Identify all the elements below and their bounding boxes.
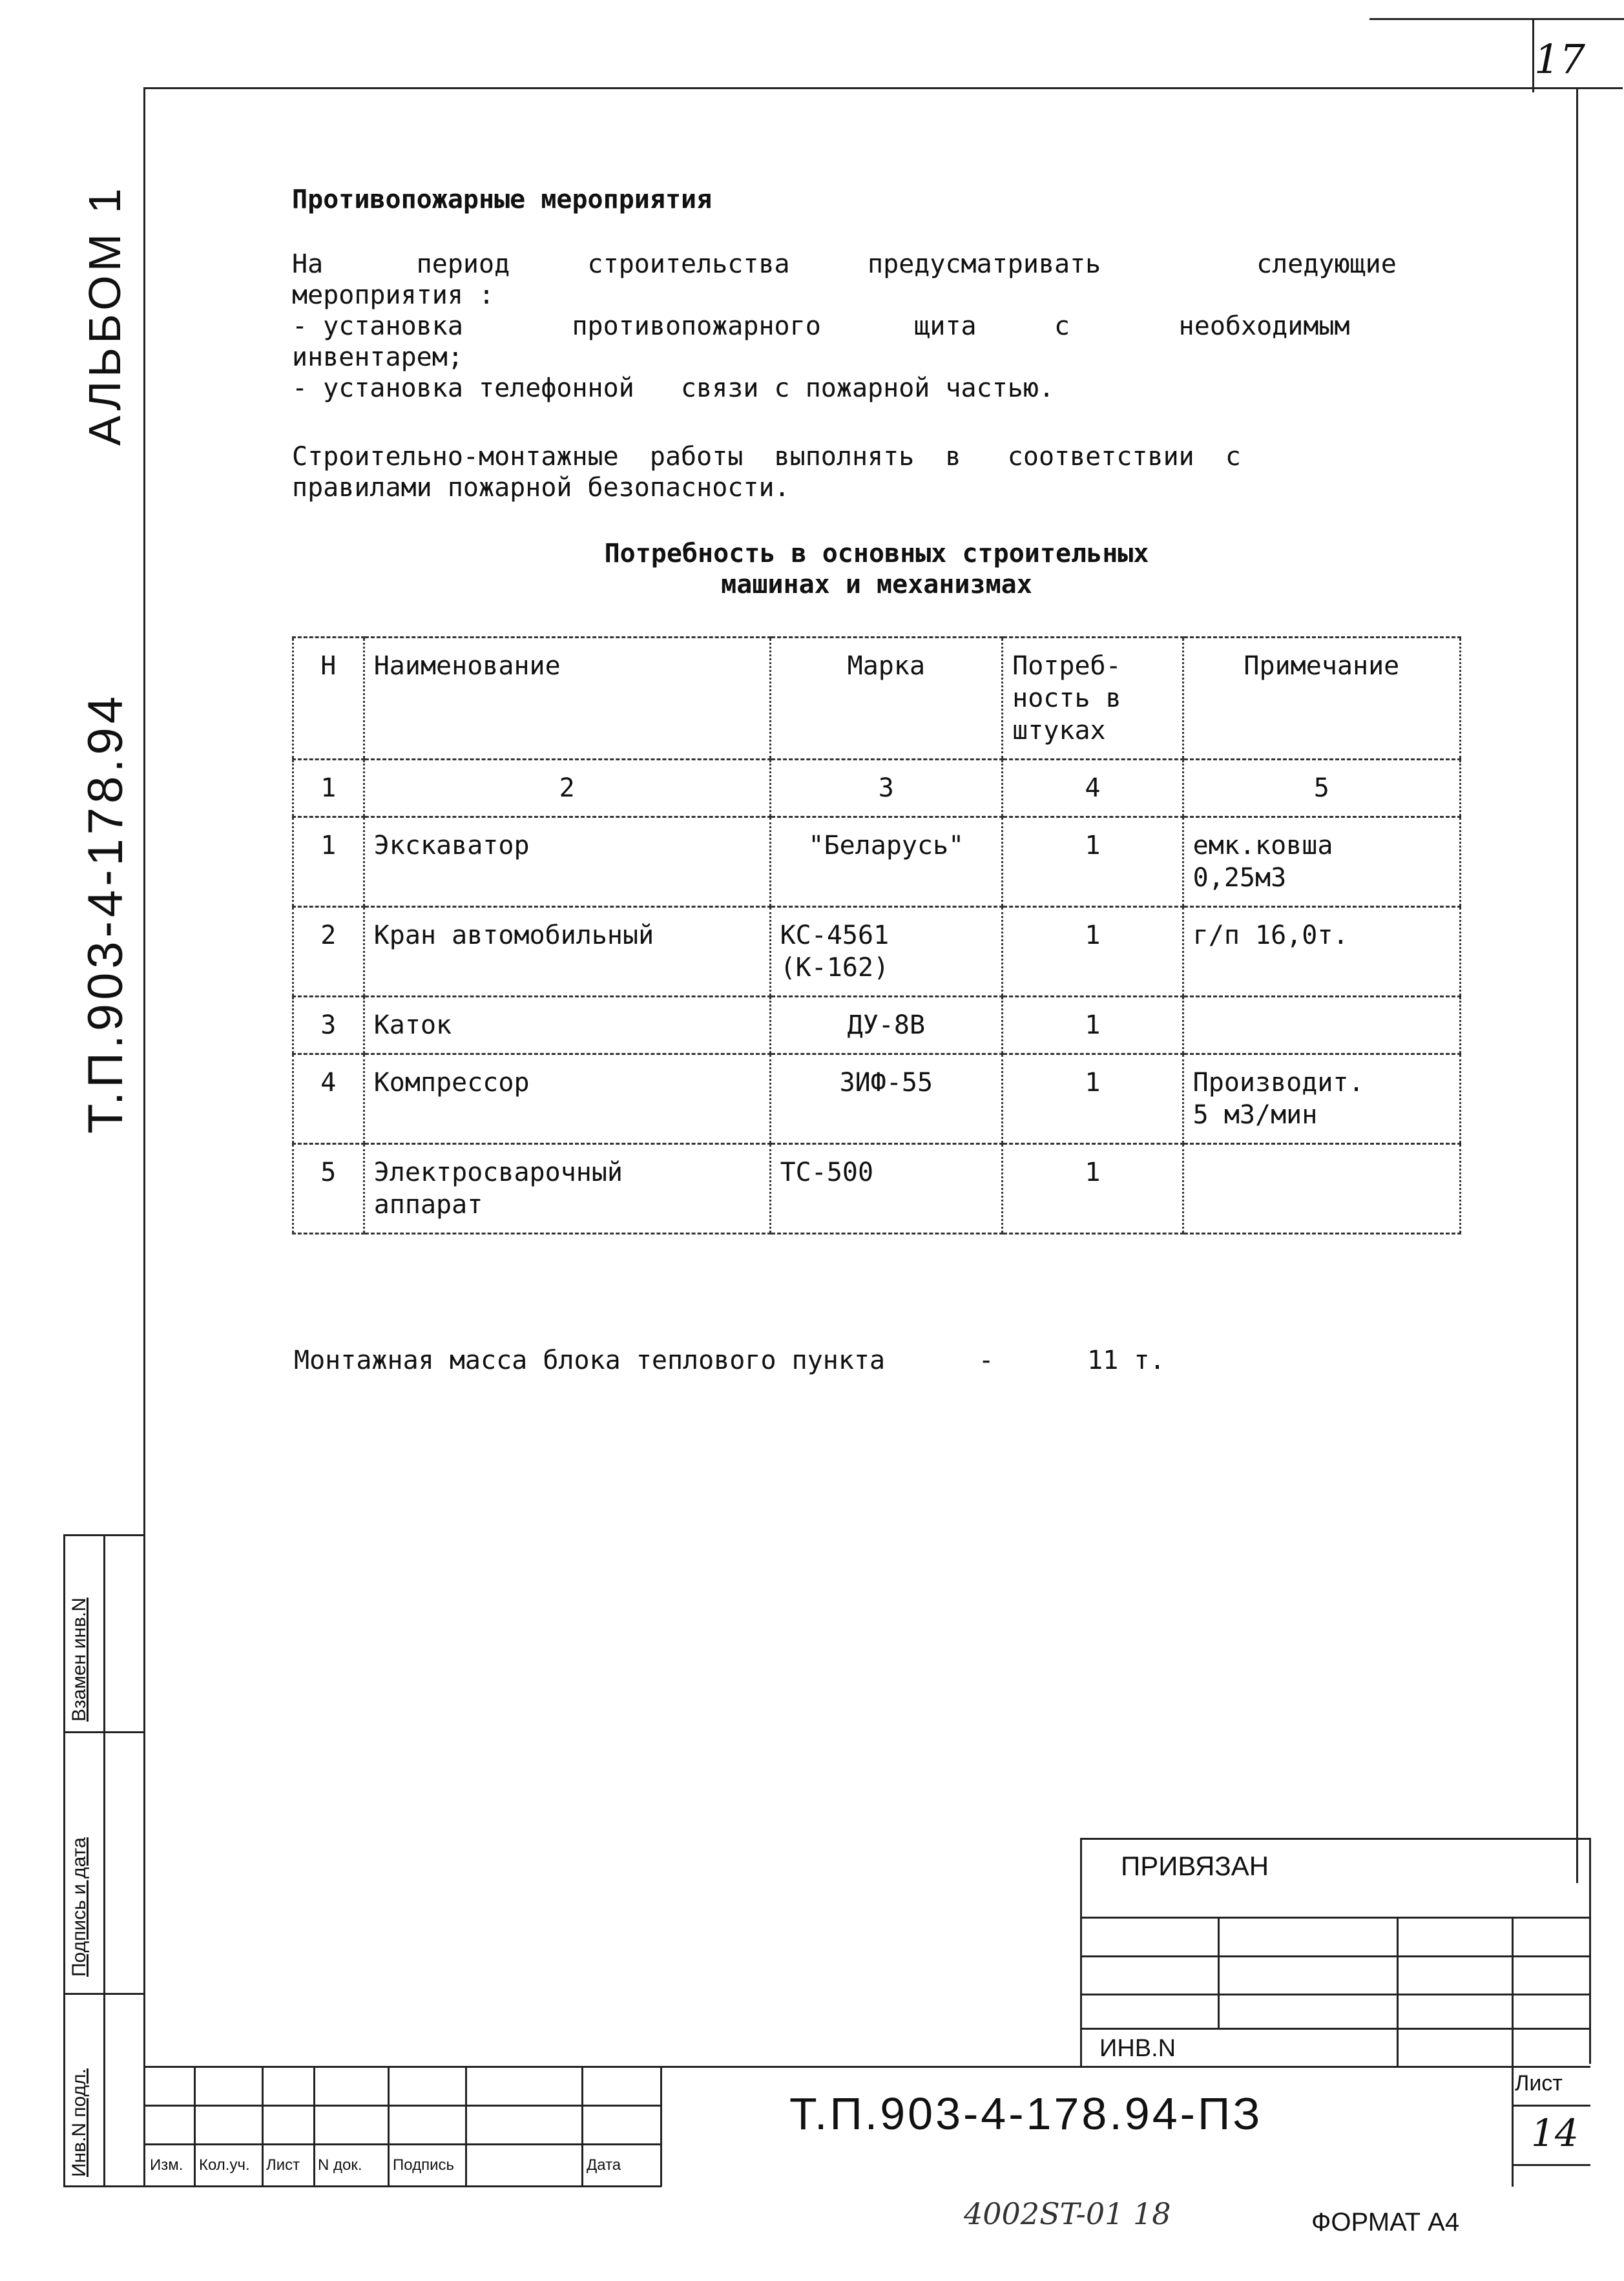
cell-number: 5 xyxy=(293,1144,364,1234)
machinery-table xyxy=(292,636,1461,1234)
para1-line: - установка противопожарного щита с необходимым xyxy=(292,311,1350,341)
cell-number: 3 xyxy=(293,997,364,1054)
para2-line: правилами пожарной безопасности. xyxy=(292,473,790,503)
table-row xyxy=(293,1144,1461,1234)
cell-number: 1 xyxy=(293,817,364,907)
table-row xyxy=(293,817,1461,907)
cell-name: Кран автомобильный xyxy=(364,907,770,997)
para1-line: мероприятия : xyxy=(292,280,495,310)
side-label-vzamen-inv: Взамен инв.N xyxy=(68,1598,90,1722)
album-label: АЛЬБОМ 1 xyxy=(79,184,130,446)
doc-code: Т.П.903-4-178.94-ПЗ xyxy=(789,2088,1263,2139)
table-row xyxy=(293,907,1461,997)
cell-quantity: 1 xyxy=(1003,1054,1183,1144)
cell-name: Компрессор xyxy=(364,1054,770,1144)
header-cell: Примечание xyxy=(1183,638,1460,760)
column-number: 4 xyxy=(1003,760,1183,817)
handwritten-number: 4002ST-01 18 xyxy=(964,2196,1171,2231)
col-data: Дата xyxy=(587,2156,621,2174)
section-title: Противопожарные мероприятия xyxy=(292,185,713,214)
para2-line: Строительно-монтажные работы выполнять в соответствии с xyxy=(292,442,1242,472)
table-title-line: машинах и механизмах xyxy=(721,570,1032,599)
para1-line: - установка телефонной связи с пожарной частью. xyxy=(292,373,1055,403)
cell-quantity: 1 xyxy=(1003,907,1183,997)
cell-name: Электросварочный аппарат xyxy=(364,1144,770,1234)
column-number: 3 xyxy=(770,760,1003,817)
table-row xyxy=(293,997,1461,1054)
column-number: 5 xyxy=(1183,760,1460,817)
inv-n-label: ИНВ.N xyxy=(1099,2035,1176,2062)
sheet-number: 14 xyxy=(1531,2111,1579,2155)
doc-code-vertical: Т.П.903-4-178.94 xyxy=(78,693,133,1134)
cell-name: Каток xyxy=(364,997,770,1054)
cell-brand: КС-4561 (К-162) xyxy=(770,907,1003,997)
cell-note xyxy=(1183,997,1460,1054)
cell-note xyxy=(1183,1144,1460,1234)
cell-number: 4 xyxy=(293,1054,364,1144)
header-cell: Н xyxy=(293,638,364,760)
mounting-mass: Монтажная масса блока теплового пункта - 11 т. xyxy=(294,1346,1165,1375)
sheet-corner-number: 17 xyxy=(1534,36,1585,83)
side-label-podpis-data: Подпись и дата xyxy=(68,1837,90,1977)
cell-quantity: 1 xyxy=(1003,817,1183,907)
para1-line: На период строительства предусматривать следующие xyxy=(292,249,1397,279)
header-cell: Марка xyxy=(770,638,1003,760)
table-header-row xyxy=(293,638,1461,760)
col-izm: Изм. xyxy=(150,2156,183,2174)
cell-name: Экскаватор xyxy=(364,817,770,907)
table-row xyxy=(293,1054,1461,1144)
cell-note: Производит. 5 м3/мин xyxy=(1183,1054,1460,1144)
header-cell: Потреб- ность в штуках xyxy=(1003,638,1183,760)
side-label-inv-podl: Инв.N подл. xyxy=(68,2068,90,2177)
cell-brand: ЗИФ-55 xyxy=(770,1054,1003,1144)
cell-brand: "Беларусь" xyxy=(770,817,1003,907)
cell-brand: ТС-500 xyxy=(770,1144,1003,1234)
column-number-row xyxy=(293,760,1461,817)
cell-quantity: 1 xyxy=(1003,997,1183,1054)
format-label: ФОРМАТ А4 xyxy=(1311,2208,1460,2236)
col-n-dok: N док. xyxy=(318,2156,362,2174)
col-podpis: Подпись xyxy=(393,2156,454,2174)
sheet-label: Лист xyxy=(1515,2071,1563,2096)
cell-brand: ДУ-8В xyxy=(770,997,1003,1054)
table-title-line: Потребность в основных строительных xyxy=(604,539,1149,568)
para1-line: инвентарем; xyxy=(292,342,463,372)
cell-note: г/п 16,0т. xyxy=(1183,907,1460,997)
column-number: 2 xyxy=(364,760,770,817)
cell-number: 2 xyxy=(293,907,364,997)
cell-note: емк.ковша 0,25м3 xyxy=(1183,817,1460,907)
privyazan-label: ПРИВЯЗАН xyxy=(1121,1851,1269,1881)
header-cell: Наименование xyxy=(364,638,770,760)
column-number: 1 xyxy=(293,760,364,817)
cell-quantity: 1 xyxy=(1003,1144,1183,1234)
col-kol-uch: Кол.уч. xyxy=(199,2156,250,2174)
col-list: Лист xyxy=(266,2156,300,2174)
